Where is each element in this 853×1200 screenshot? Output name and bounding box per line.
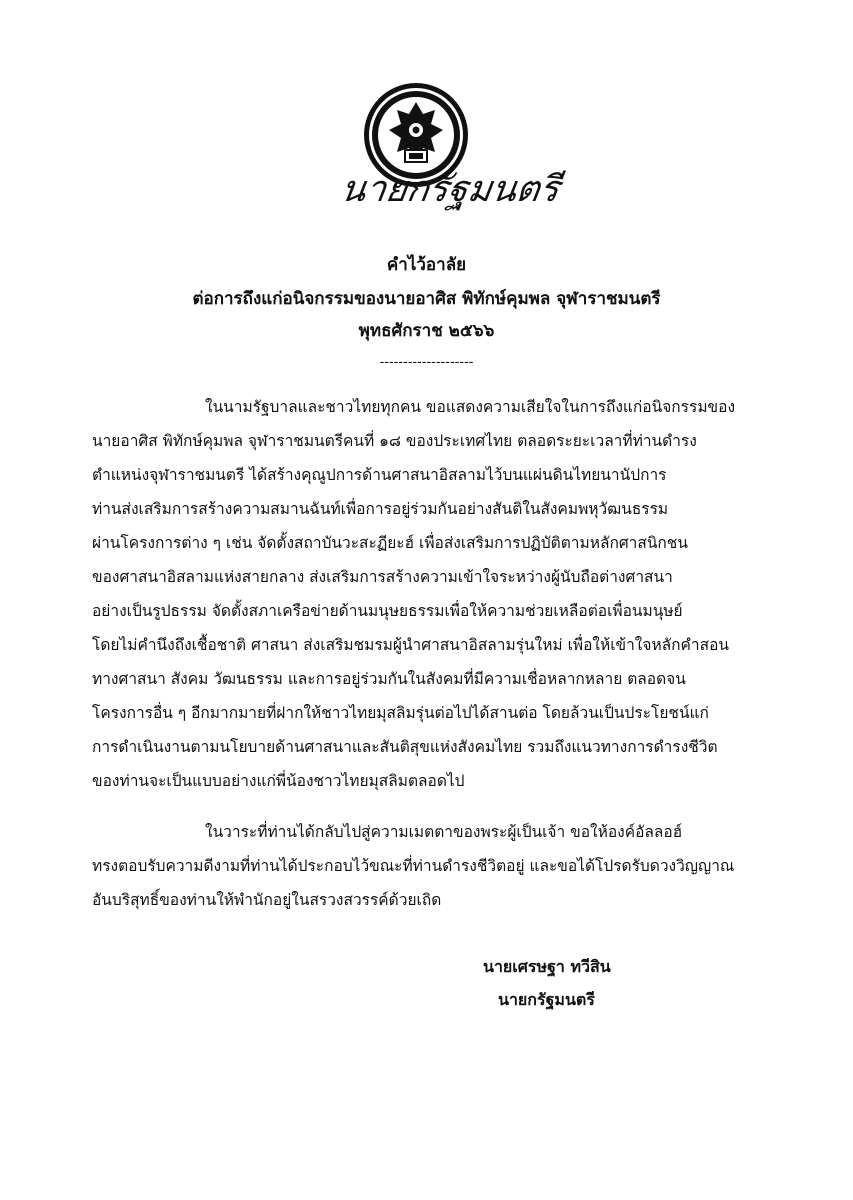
paragraph-1-line: ของท่านจะเป็นแบบอย่างแก่พี่น้องชาวไทยมุสลิมตลอดไป [92, 772, 465, 790]
paragraph-1-line: โดยไม่คำนึงถึงเชื้อชาติ ศาสนา ส่งเสริมชมรมผู้นำศาสนาอิสลามรุ่นใหม่ เพื่อให้เข้าใจหลักคำสอน [92, 636, 729, 654]
signatory-title: นายกรัฐมนตรี [498, 990, 595, 1009]
document-title: คำไว้อาลัย [386, 255, 467, 275]
paragraph-1-line: ท่านส่งเสริมการสร้างความสมานฉันท์เพื่อการอยู่ร่วมกันอย่างสันติในสังคมพหุวัฒนธรรม [92, 500, 669, 518]
paragraph-2-line: ทรงตอบรับความดีงามที่ท่านได้ประกอบไว้ขณะที่ท่านดำรงชีวิตอยู่ และขอได้โปรดรับดวงวิญญาณ [92, 857, 735, 875]
paragraph-1-line: ผ่านโครงการต่าง ๆ เช่น จัดตั้งสถาบันวะสะฏียะฮ์ เพื่อส่งเสริมการปฏิบัติตามหลักศาสนิกชน [92, 534, 688, 552]
paragraph-2-line: ในวาระที่ท่านได้กลับไปสู่ความเมตตาของพระผู้เป็นเจ้า ขอให้องค์อัลลอฮ์ [205, 823, 683, 841]
paragraph-1-line: การดำเนินงานตามนโยบายด้านศาสนาและสันติสุขแห่งสังคมไทย รวมถึงแนวทางการดำรงชีวิต [92, 738, 718, 756]
document-subtitle: ต่อการถึงแก่อนิจกรรมของนายอาศิส พิทักษ์คุมพล จุฬาราชมนตรี [192, 289, 661, 309]
divider: -------------------- [379, 355, 474, 370]
signatory-name: นายเศรษฐา ทวีสิน [483, 957, 611, 976]
paragraph-1-line: ทางศาสนา สังคม วัฒนธรรม และการอยู่ร่วมกันในสังคมที่มีความเชื่อหลากหลาย ตลอดจน [92, 670, 686, 688]
paragraph-1-line: อย่างเป็นรูปธรรม จัดตั้งสภาเครือข่ายด้านมนุษยธรรมเพื่อให้ความช่วยเหลือต่อเพื่อนมนุษย์ [92, 602, 683, 620]
paragraph-1-line: ในนามรัฐบาลและชาวไทยทุกคน ขอแสดงความเสียใจในการถึงแก่อนิจกรรมของ [205, 398, 736, 416]
svg-text:นายกรัฐมนตรี: นายกรัฐมนตรี [338, 167, 563, 210]
signature-mark [338, 155, 563, 217]
paragraph-1-line: ตำแหน่งจุฬาราชมนตรี ได้สร้างคุณูปการด้านศาสนาอิสลามไว้บนแผ่นดินไทยนานัปการ [92, 466, 667, 484]
paragraph-1-line: ของศาสนาอิสลามแห่งสายกลาง ส่งเสริมการสร้างความเข้าใจระหว่างผู้นับถือต่างศาสนา [92, 568, 673, 586]
paragraph-1-line: นายอาศิส พิทักษ์คุมพล จุฬาราชมนตรีคนที่ ๑๘ ของประเทศไทย ตลอดระยะเวลาที่ท่านดำรง [92, 432, 697, 450]
document-year: พุทธศักราช ๒๕๖๖ [358, 321, 495, 341]
paragraph-2-line: อันบริสุทธิ์ของท่านให้พำนักอยู่ในสรวงสวรรค์ด้วยเถิด [92, 891, 442, 909]
paragraph-1-line: โครงการอื่น ๆ อีกมากมายที่ฝากให้ชาวไทยมุสลิมรุ่นต่อไปได้สานต่อ โดยล้วนเป็นประโยชน์แก่ [92, 704, 709, 722]
